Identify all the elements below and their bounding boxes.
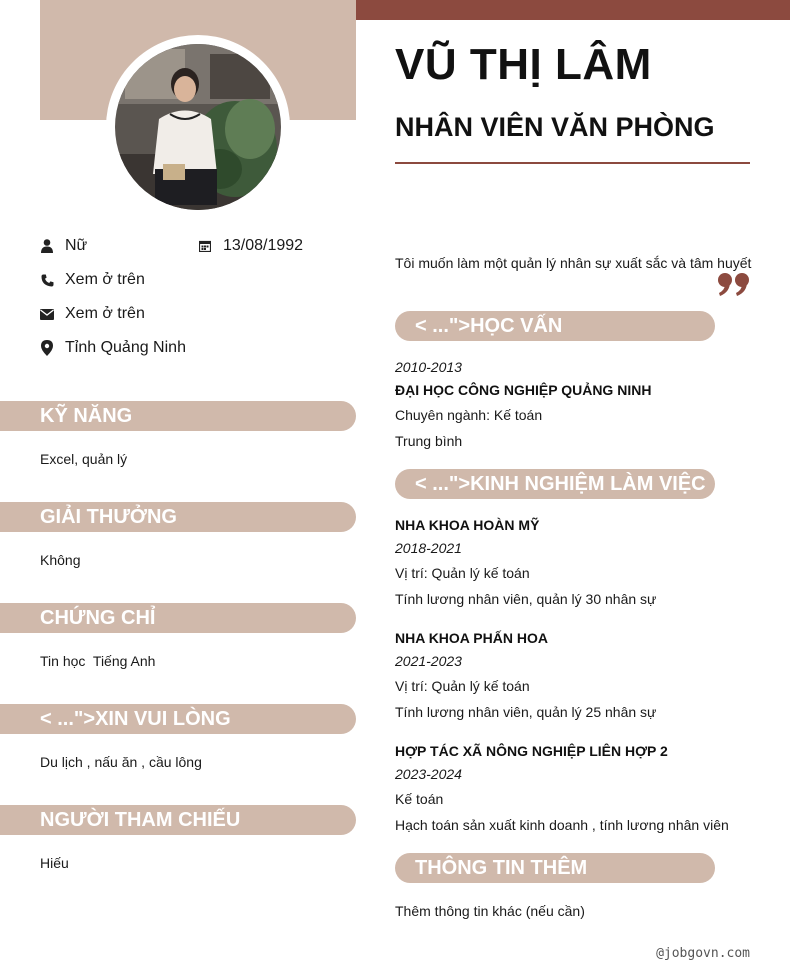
- skills-heading-label: KỸ NĂNG: [40, 404, 133, 427]
- additional-info-text: Thêm thông tin khác (nếu cần): [395, 903, 585, 919]
- user-icon: [40, 238, 54, 254]
- interests-heading-label: < ...">XIN VUI LÒNG: [40, 707, 231, 730]
- mail-icon: [40, 306, 54, 322]
- birthday-value: 13/08/1992: [223, 237, 304, 254]
- awards-heading-label: GIẢI THƯỞNG: [40, 505, 177, 528]
- references-heading: [0, 805, 356, 835]
- references-heading-label: NGƯỜI THAM CHIẾU: [40, 808, 241, 831]
- job-1-position: Vị trí: Quản lý kế toán: [395, 565, 530, 581]
- job-1-period: 2018-2021: [395, 540, 462, 556]
- education-heading: [395, 311, 715, 341]
- experience-heading-label: < ...">KINH NGHIỆM LÀM VIỆC: [415, 472, 706, 495]
- phone-icon: [40, 272, 54, 288]
- education-major: Chuyên ngành: Kế toán: [395, 407, 543, 423]
- job-3-company: HỢP TÁC XÃ NÔNG NGHIỆP LIÊN HỢP 2: [395, 743, 668, 759]
- job-2-period: 2021-2023: [395, 653, 462, 669]
- education-school: ĐẠI HỌC CÔNG NGHIỆP QUẢNG NINH: [395, 382, 652, 398]
- calendar-icon: [198, 238, 212, 254]
- skills-text: Excel, quản lý: [40, 451, 128, 467]
- certificates-text: Tin học Tiếng Anh: [40, 653, 156, 669]
- experience-heading: [395, 469, 715, 499]
- certificates-heading: [0, 603, 356, 633]
- job-1-description: Tính lương nhân viên, quản lý 30 nhân sự: [395, 591, 657, 607]
- top-accent-bar: [356, 0, 790, 20]
- candidate-name: VŨ THỊ LÂM: [395, 40, 652, 89]
- phone-value: Xem ở trên: [65, 271, 145, 288]
- awards-heading: [0, 502, 356, 532]
- awards-text: Không: [40, 552, 81, 568]
- education-grade: Trung bình: [395, 433, 463, 449]
- contact-birthday: [198, 237, 303, 255]
- contact-email: [40, 305, 145, 323]
- job-3-period: 2023-2024: [395, 766, 462, 782]
- job-2-company: NHA KHOA PHẤN HOA: [395, 630, 548, 646]
- references-text: Hiếu: [40, 855, 69, 871]
- address-value: Tỉnh Quảng Ninh: [65, 339, 186, 356]
- education-period: 2010-2013: [395, 359, 462, 375]
- job-2-position: Vị trí: Quản lý kế toán: [395, 678, 530, 694]
- contact-gender: [40, 237, 87, 255]
- avatar-photo: [115, 44, 281, 210]
- contact-phone: [40, 271, 145, 289]
- job-3-description: Hạch toán sản xuất kinh doanh , tính lương nhân viên: [395, 817, 729, 833]
- job-3-position: Kế toán: [395, 791, 444, 807]
- quote-icon: [716, 270, 752, 300]
- objective-text: Tôi muốn làm một quản lý nhân sự xuất sắc và tâm huyết: [395, 255, 752, 271]
- job-2-description: Tính lương nhân viên, quản lý 25 nhân sự: [395, 704, 657, 720]
- interests-text: Du lịch , nấu ăn , cầu lông: [40, 754, 202, 770]
- certificates-heading-label: CHỨNG CHỈ: [40, 606, 156, 629]
- gender-value: Nữ: [65, 237, 88, 254]
- additional-info-heading-label: THÔNG TIN THÊM: [415, 856, 588, 879]
- email-value: Xem ở trên: [65, 305, 145, 322]
- title-divider: [395, 162, 750, 164]
- avatar: [115, 44, 281, 210]
- interests-heading: [0, 704, 356, 734]
- education-heading-label: < ...">HỌC VẤN: [415, 314, 563, 337]
- additional-info-heading: [395, 853, 715, 883]
- job-1-company: NHA KHOA HOÀN MỸ: [395, 517, 540, 533]
- contact-address: [40, 339, 186, 357]
- location-pin-icon: [40, 340, 54, 356]
- skills-heading: [0, 401, 356, 431]
- job-title: NHÂN VIÊN VĂN PHÒNG: [395, 112, 715, 142]
- watermark: @jobgovn.com: [656, 946, 750, 961]
